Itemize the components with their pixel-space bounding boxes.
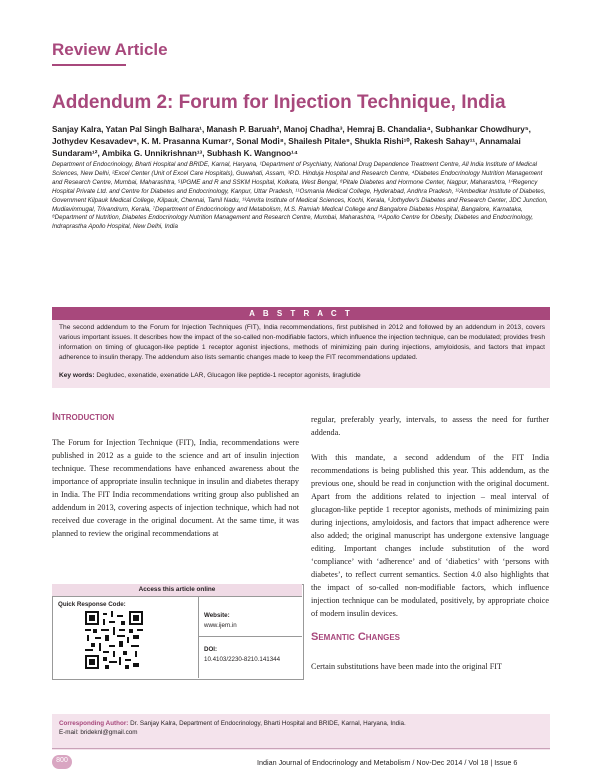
article-type: Review Article [52,40,168,59]
journal-citation: Indian Journal of Endocrinology and Metabolism / Nov-Dec 2014 / Vol 18 | Issue 6 [257,758,518,767]
semantic-paragraph: Certain substitutions have been made into the original FIT [311,662,503,671]
semantic-heading: Semantic Changes [311,631,401,643]
keywords-label: Key words: [59,372,95,379]
intro-heading: Introduction [52,411,115,423]
box-divider-vertical [198,596,199,678]
correspondence-label: Corresponding Author: [59,720,129,727]
affiliations: Department of Endocrinology, Bharti Hospital and BRIDE, Karnal, Haryana, ¹Department of Psychiatry, National Drug Dependence Treatment Centre, All India Institute of Medical Sciences, New Delhi, ²Excel Center (Unit of Excel Care Hospitals), Guwahati, Assam, ³P.D. Hinduja Hospital and Research Centre, ⁴Diabetes Endocrinology Nutrition Management and Research Centre, Mumbai, Maharashtra, ⁵IPGME and R and SSKM Hospital, Kolkata, West Bengal, ⁸Pitale Diabetes and Hormone Center, Nagpur, Maharashtra, ¹⁰Regency Hospital Private Ltd. and Centre for Diabetes and Endocrinology, Kanpur, Uttar Pradesh, ¹¹Osmania Medical College, Hyderabad, Andhra Pradesh, ¹²Ambedkar Institute of Diabetes, Government Kilpauk Medical College, Kilpauk, Chennai, Tamil Nadu, ¹³Amrita Institute of Medical Sciences, Kochi, Kerala, ⁶Jothydev's Diabetes and Research Center, JDC Junction, Mudiavinmugal, Trivandrum, Kerala, ⁷Department of Endocrinology and Metabolism, M.S. Ramiah Medical College and Bangalore Diabetes Hospital, Bangalore, Karnataka, ⁸Department of Nutrition, Diabetes Endocrinology Nutrition Management and Research Centre, Mumbai, Maharashtra, ¹⁴Apollo Centre for Obesity, Diabetes and Endocrinology, Indraprastha Apollo Hospital, New Delhi, India [52,161,548,231]
keywords [59,371,545,380]
intro-paragraph-2: With this mandate, a second addendum of the FIT India recommendations is being published this year. This addendum, as the previous one, should be read in conjunction with the original document. Apart from the additions related to injection – meal interval of glucagon-like peptide 1 receptor agonists, methods of minimizing pain during injections, amyloidosis, and factors that impact adherence were also added; the original manuscript has undergone extensive language editing. Important changes include substitution of the word ‘compliance’ with ‘adherence’ and of ‘diabetics’ with ‘persons with diabetes’, to reflect current semantics. Section 4.0 also highlights that the impact of so-called non-modifiable factors, which influence injection technique can be modulated, positively, by appropriate choice of modern insulin devices. [311,453,549,618]
qr-label: Quick Response Code: [58,601,126,608]
correspondence [59,719,545,737]
correspondence-email[interactable]: E-mail: brideknl@gmail.com [59,729,138,736]
access-online-heading: Access this article online [52,584,302,596]
intro-paragraph-continued: regular, preferably yearly, intervals, to assess the need for further addenda. [311,415,549,437]
article-title: Addendum 2: Forum for Injection Technique, India [52,92,506,113]
doi-label: DOI: [204,646,218,653]
abstract-heading: A B S T R A C T [249,309,353,318]
box-divider [52,596,302,597]
header-rule [52,64,126,66]
correspondence-text: Dr. Sanjay Kalra, Department of Endocrinology, Bharti Hospital and BRIDE, Karnal, Haryana, India. [128,720,406,727]
website-link[interactable]: www.ijem.in [204,622,237,629]
website-label: Website: [204,612,230,619]
keywords-value: Degludec, exenatide, exenatide LAR, Glucagon like peptide-1 receptor agonists, liraglutide [96,372,361,379]
intro-paragraph-1: The Forum for Injection Technique (FIT), India, recommendations were published in 2012 as a guide to the science and art of insulin injection technique. These recommendations have enhanced awareness about the importance of appropriate insulin technique in insulin and diabetes therapy in India. The FIT India recommendations writing group also published an addendum in 2013, covering aspects of injection technique, which had not received due coverage in the original document. At the same time, it was planned to review the original recommendations at [52,438,299,538]
doi-link[interactable]: 10.4103/2230-8210.141344 [204,656,281,663]
footer-rule [52,748,550,749]
box-divider-inner [198,636,302,637]
author-list: Sanjay Kalra, Yatan Pal Singh Balhara¹, Manash P. Baruah², Manoj Chadha³, Hemraj B. Chandalia⁴, Subhankar Chowdhury⁵, Jothydev Kesavadev⁶, K. M. Prasanna Kumar⁷, Sonal Modi⁸, Shailesh Pitale⁹, Shukla Rishi¹⁰, Rakesh Sahay¹¹, Annamalai Sundaram¹², Ambika G. Unnikrishnan¹³, Subhash K. Wangnoo¹⁴ [52,125,531,158]
abstract-header [52,307,550,320]
page-number: 800 [56,757,68,764]
qr-code-icon [85,611,143,669]
abstract-text: The second addendum to the Forum for Injection Techniques (FIT), India recommendations, first published in 2012 and followed by an addendum in 2013, covers various important issues. It describes how the impact of the so-called non-modifiable factors, which influence the injection technique, can be modulated; provides fresh information on timing of glucagon-like peptide 1 receptor agonist injections, methods of minimizing pain during injections, amyloidosis, and factors that impact adherence to insulin therapy. The addendum also lists semantic changes made to keep the FIT recommendations updated. [59,324,545,361]
